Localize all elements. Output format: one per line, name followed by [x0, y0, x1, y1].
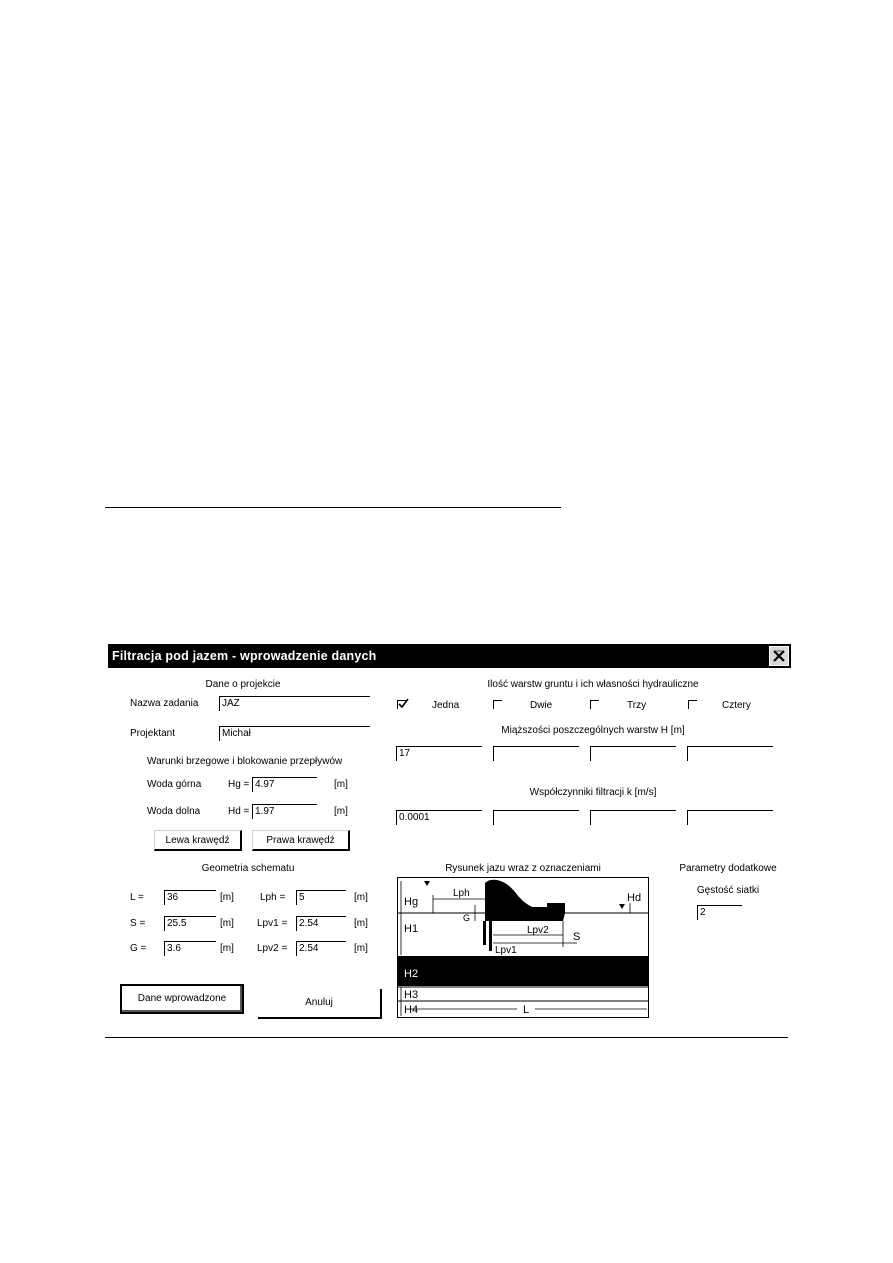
diagram-frame: [398, 878, 649, 1018]
layer-one-checkbox[interactable]: [397, 700, 406, 709]
thickness-input-4[interactable]: [687, 746, 773, 761]
filtration-heading: Współczynniki filtracji k [m/s]: [529, 787, 657, 798]
thickness-input-3[interactable]: [590, 746, 676, 761]
Lpv2-unit: [m]: [354, 943, 368, 954]
filtration-input-2[interactable]: [493, 810, 579, 825]
cancel-button[interactable]: Anuluj: [258, 989, 382, 1019]
drawing-heading: Rysunek jazu wraz z oznaczeniami: [445, 863, 601, 874]
upper-water-label: Woda górna: [147, 779, 202, 790]
weir-diagram: [397, 877, 649, 1018]
boundary-heading: Warunki brzegowe i blokowanie przepływów: [147, 756, 343, 767]
checkmark-icon: [398, 698, 409, 709]
hd-unit: [m]: [334, 806, 348, 817]
Lph-label: Lph =: [260, 892, 286, 903]
layer-three-checkbox[interactable]: [590, 700, 599, 709]
project-heading: Dane o projekcie: [205, 679, 281, 690]
right-edge-button[interactable]: Prawa krawędź: [252, 830, 350, 851]
close-x-icon: [772, 649, 786, 663]
diagram-label-h2: H2: [404, 968, 419, 980]
diagram-label-hd: Hd: [627, 892, 642, 904]
hg-symbol: Hg =: [228, 779, 250, 790]
diagram-label-h4: H4: [404, 1004, 419, 1016]
hg-unit: [m]: [334, 779, 348, 790]
G-input[interactable]: 3.6: [164, 941, 216, 956]
hd-symbol: Hd =: [228, 806, 250, 817]
layers-heading: Ilość warstw gruntu i ich własności hydrauliczne: [487, 679, 699, 690]
diagram-label-hg: Hg: [404, 896, 419, 908]
L-input[interactable]: 36: [164, 890, 216, 905]
task-name-label: Nazwa zadania: [130, 698, 199, 709]
left-edge-button[interactable]: Lewa krawędź: [154, 830, 242, 851]
Lph-input[interactable]: 5: [296, 890, 346, 905]
thickness-input-2[interactable]: [493, 746, 579, 761]
Lpv1-label: Lpv1 =: [257, 918, 288, 929]
layer-four-label: Cztery: [722, 700, 751, 711]
diagram-label-h1: H1: [404, 923, 419, 935]
layer-two-checkbox[interactable]: [493, 700, 502, 709]
G-unit: [m]: [220, 943, 234, 954]
layer-four-checkbox[interactable]: [688, 700, 697, 709]
filtration-input-4[interactable]: [687, 810, 773, 825]
thickness-input-1[interactable]: 17: [396, 746, 482, 761]
geometry-heading: Geometria schematu: [201, 863, 295, 874]
window-title: Filtracja pod jazem - wprowadzenie danych: [112, 649, 377, 663]
diagram-label-lpv1: Lpv1: [495, 945, 517, 956]
S-input[interactable]: 25.5: [164, 916, 216, 931]
layer-two-label: Dwie: [530, 700, 553, 711]
task-name-input[interactable]: JAZ: [219, 696, 370, 711]
L-unit: [m]: [220, 892, 234, 903]
filtration-input-1[interactable]: 0.0001: [396, 810, 482, 825]
L-label: L =: [130, 892, 144, 903]
filtration-input-3[interactable]: [590, 810, 676, 825]
grid-density-label: Gęstość siatki: [696, 885, 760, 896]
extra-heading: Parametry dodatkowe: [679, 863, 777, 874]
bottom-rule: [105, 1037, 788, 1038]
thickness-heading: Miąższości poszczególnych warstw H [m]: [501, 725, 685, 736]
dialog-window: [108, 644, 791, 1029]
diagram-label-l: L: [523, 1004, 530, 1016]
G-label: G =: [130, 943, 147, 954]
designer-input[interactable]: Michał: [219, 726, 370, 741]
diagram-label-lpv2: Lpv2: [527, 925, 549, 936]
diagram-label-h3: H3: [404, 989, 419, 1001]
layer-one-label: Jedna: [432, 700, 460, 711]
Lpv2-label: Lpv2 =: [257, 943, 288, 954]
diagram-label-s: S: [573, 931, 581, 943]
layer-three-label: Trzy: [627, 700, 647, 711]
title-bar[interactable]: [108, 644, 791, 668]
grid-density-input[interactable]: 2: [697, 905, 742, 920]
S-unit: [m]: [220, 918, 234, 929]
diagram-label-g: G: [463, 913, 471, 923]
top-rule: [105, 507, 561, 508]
Lpv2-input[interactable]: 2.54: [296, 941, 346, 956]
S-label: S =: [130, 918, 146, 929]
layer-h2-band: [398, 956, 648, 986]
designer-label: Projektant: [130, 728, 176, 739]
hd-input[interactable]: 1.97: [252, 804, 317, 819]
Lpv1-unit: [m]: [354, 918, 368, 929]
confirm-button[interactable]: Dane wprowadzone: [120, 984, 244, 1014]
diagram-label-lph: Lph: [453, 888, 470, 899]
close-button[interactable]: [769, 646, 789, 666]
Lph-unit: [m]: [354, 892, 368, 903]
hg-input[interactable]: 4.97: [252, 777, 317, 792]
lower-water-label: Woda dolna: [147, 806, 201, 817]
Lpv1-input[interactable]: 2.54: [296, 916, 346, 931]
